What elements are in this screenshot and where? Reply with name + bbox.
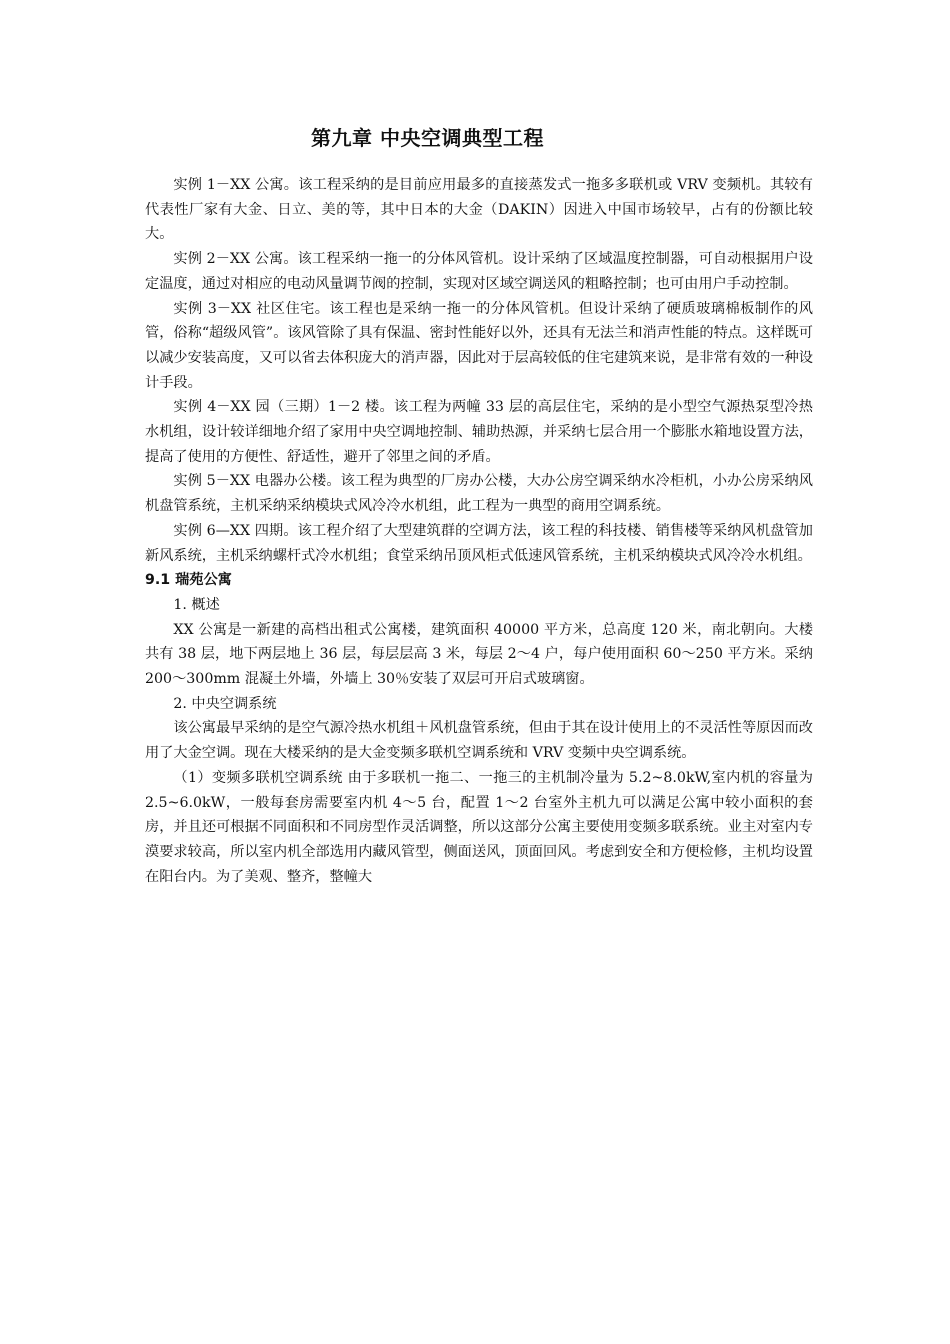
paragraph-example-2: 实例 2－XX 公寓。该工程采纳一拖一的分体风管机。设计采纳了区域温度控制器，可自动根据用户设定温度，通过对相应的电动风量调节阀的控制，实现对区域空调送风的粗略控制；也可由用户手动控制。 bbox=[145, 251, 813, 292]
paragraph-example-3: 实例 3－XX 社区住宅。该工程也是采纳一拖一的分体风管机。但设计采纳了硬质玻璃棉板制作的风管，俗称“超级风管”。该风管除了具有保温、密封性能好以外，还具有无法兰和消声性能的特点。这样既可以减少安装高度，又可以省去体积庞大的消声器，因此对于层高较低的住宅建筑来说，是非常有效的一种设计手段。 bbox=[145, 300, 813, 391]
chapter-title: 第九章 中央空调典型工程 bbox=[311, 126, 544, 150]
paragraph-example-1: 实例 1－XX 公寓。该工程采纳的是目前应用最多的直接蒸发式一拖多多联机或 VRV 变频机。其较有代表性厂家有大金、日立、美的等，其中日本的大金（DAKIN）因进入中国市场较早，占有的份额比较大。 bbox=[145, 177, 813, 243]
paragraph-example-5: 实例 5－XX 电器办公楼。该工程为典型的厂房办公楼，大办公房空调采纳水冷柜机，小办公房采纳风机盘管系统，主机采纳采纳模块式风冷冷水机组，此工程为一典型的商用空调系统。 bbox=[145, 473, 813, 515]
paragraph-system: 该公寓最早采纳的是空气源冷热水机组＋风机盘管系统，但由于其在设计使用上的不灵活性等原因而改用了大金空调。现在大楼采纳的是大金变频多联机空调系统和 VRV 变频中央空调系统。 bbox=[145, 720, 813, 762]
paragraph-vrv-system: （1）变频多联机空调系统 由于多联机一拖二、一拖三的主机制冷量为 5.2~8.0kW,室内机的容量为 2.5~6.0kW，一般每套房需要室内机 4～5 台，配置 1～2 台室外主机九可以满足公寓中较小面积的套房，并且还可根据不同面积和不同房型作灵活调整，所以这部分公寓主要使用变频多联系统。业主对室内专漠要求较高，所以室内机全部选用内藏风管型，侧面送风，顶面回风。考虑到安全和方便检修，主机均设置在阳台内。为了美观、整齐，整幢大 bbox=[145, 769, 813, 885]
paragraph-example-6: 实例 6—XX 四期。该工程介绍了大型建筑群的空调方法，该工程的科技楼、销售楼等采纳风机盘管加新风系统，主机采纳螺杆式冷水机组；食堂采纳吊顶风柜式低速风管系统，主机采纳模块式风冷冷水机组。 bbox=[145, 522, 813, 564]
subheading-system: 2. 中央空调系统 bbox=[173, 695, 277, 712]
paragraph-overview: XX 公寓是一新建的高档出租式公寓楼，建筑面积 40000 平方米，总高度 120 米，南北朝向。大楼共有 38 层，地下两层地上 36 层，每层层高 3 米，每层 2～4 户，每户使用面积 60～250 平方米。采纳 200～300mm 混凝土外墙，外墙上 30％安装了双层可开启式玻璃窗。 bbox=[145, 621, 813, 688]
subheading-overview: 1. 概述 bbox=[173, 596, 220, 613]
document-body bbox=[145, 173, 813, 889]
section-heading: 9.1 瑞苑公寓 bbox=[145, 572, 232, 589]
paragraph-example-4: 实例 4－XX 园（三期）1－2 楼。该工程为两幢 33 层的高层住宅，采纳的是小型空气源热泵型冷热水机组，设计较详细地介绍了家用中央空调地控制、辅助热源，并采纳七层合用一个膨胀水箱地设置方法，提高了使用的方便性、舒适性，避开了邻里之间的矛盾。 bbox=[145, 399, 813, 465]
